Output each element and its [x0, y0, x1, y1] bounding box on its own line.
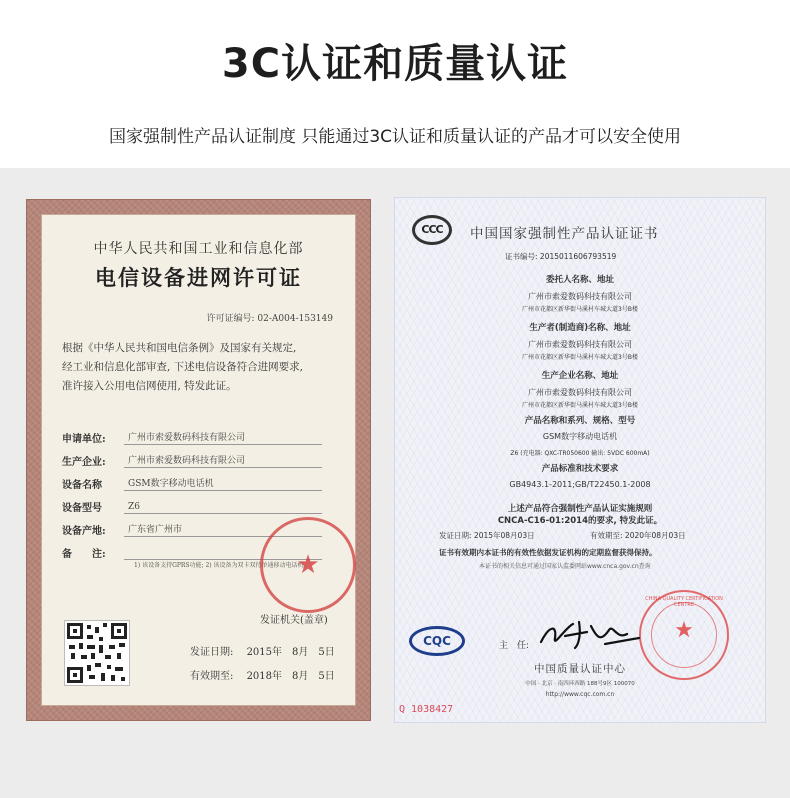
- expiry-date-label: 有效期至:: [190, 671, 234, 682]
- manufacturer-label: 生产者(制造商)名称、地址: [529, 323, 631, 333]
- certificate-inner-frame: [41, 214, 356, 706]
- standard-label: 产品标准和技术要求: [541, 464, 619, 474]
- field-device-name: [62, 476, 322, 491]
- certificate-title: 中国国家强制性产品认证证书: [470, 226, 659, 242]
- conformity-line-1: 上述产品符合强制性产品认证实施规则: [507, 504, 653, 514]
- centre-address: 中国 · 北京 · 南四环西路 188号9区 100070: [525, 681, 635, 687]
- body-line: 经工业和信息化部审查, 下述电信设备符合进网要求,: [62, 361, 304, 373]
- remarks-note: 1) 该设备支持GPRS功能; 2) 该设备为双卡双待单通移动电话机。: [134, 562, 310, 569]
- applicant-name: 广州市索爱数码科技有限公司: [528, 292, 632, 301]
- field-device-model: [62, 499, 322, 514]
- expiry-date: [590, 530, 686, 541]
- page-subtitle: 国家强制性产品认证制度 只能通过3C认证和质量认证的产品才可以安全使用: [108, 127, 682, 147]
- field-label: 设备名称: [62, 480, 102, 491]
- product-model: Z6 (充电器: QXC-TR050600 输出: 5VDC 600mA): [510, 450, 650, 457]
- issue-date: [439, 530, 535, 541]
- product-name: GSM数字移动电话机: [542, 432, 618, 441]
- standards: GB4943.1-2011;GB/T22450.1-2008: [509, 480, 651, 489]
- ministry-name: 中华人民共和国工业和信息化部: [93, 241, 304, 257]
- certificate-number: [505, 251, 616, 262]
- signature-icon: [535, 616, 645, 652]
- license-number-value: 02-A004-153149: [257, 314, 333, 324]
- qr-code-icon: [65, 621, 129, 685]
- seal-star-icon: ★: [296, 550, 320, 580]
- conformity-line-2: CNCA-C16-01:2014的要求, 特发此证。: [497, 516, 663, 526]
- seal-ring-text: CHINA QUALITY CERTIFICATION CENTRE: [645, 596, 723, 608]
- serial-number: Q 1038427: [399, 704, 454, 715]
- issue-date-label: 发证日期:: [190, 647, 234, 658]
- qr-code: [64, 620, 130, 686]
- issuing-authority: 发证机关(盖章): [260, 615, 328, 626]
- director-label: 主 任:: [499, 641, 530, 651]
- issue-date-value: 2015年 8月 5日: [246, 647, 335, 658]
- issue-date: [190, 643, 335, 658]
- cert-number-label: 证书编号:: [505, 252, 538, 261]
- body-line: 准许接入公用电信网使用, 特发此证。: [62, 380, 237, 392]
- ccc-logo-icon: CCC: [412, 215, 452, 245]
- certificate-title: 电信设备进网许可证: [95, 265, 302, 290]
- factory-name: 广州市索爱数码科技有限公司: [528, 388, 632, 397]
- expiry-date-value: 2018年 8月 5日: [246, 671, 335, 682]
- centre-website: http://www.cqc.com.cn: [545, 691, 615, 698]
- field-label: 备 注:: [62, 549, 106, 560]
- official-seal: [260, 517, 356, 613]
- expiry-date-label: 有效期至:: [590, 531, 623, 540]
- seal-star-icon: ★: [674, 618, 694, 643]
- issuing-centre-name: 中国质量认证中心: [534, 663, 626, 675]
- field-label: 设备产地:: [62, 526, 106, 537]
- factory-address: 广州市花都区新华街马溪村车城大道3号B楼: [522, 402, 638, 409]
- manufacturer-address: 广州市花都区新华街马溪村车城大道3号B楼: [522, 354, 638, 361]
- field-applicant: [62, 430, 322, 445]
- applicant-address: 广州市花都区新华街马溪村车城大道3号B楼: [522, 306, 638, 313]
- field-value: 广东省广州市: [124, 522, 322, 537]
- expiry-date: [190, 667, 335, 682]
- field-label: 生产企业:: [62, 457, 106, 468]
- license-number-label: 许可证编号:: [206, 314, 255, 324]
- field-label: 申请单位:: [62, 434, 106, 445]
- field-label: 设备型号: [62, 503, 102, 514]
- product-label: 产品名称和系列、规格、型号: [524, 416, 636, 426]
- page-title: 3C认证和质量认证: [221, 41, 569, 87]
- field-value: GSM数字移动电话机: [124, 476, 322, 491]
- issue-date-label: 发证日期:: [439, 531, 472, 540]
- certificate-body-text: [62, 339, 339, 396]
- query-note: 本证书的相关信息可通过国家认监委网站www.cnca.gov.cn查询: [479, 563, 651, 570]
- cqc-logo-icon: CQC: [409, 626, 465, 656]
- field-value: 广州市索爱数码科技有限公司: [124, 453, 322, 468]
- body-line: 根据《中华人民共和国电信条例》及国家有关规定,: [62, 342, 297, 354]
- field-value: Z6: [124, 502, 322, 514]
- issue-date-value: 2015年08月03日: [473, 531, 535, 540]
- factory-label: 生产企业名称、地址: [541, 371, 619, 381]
- field-value: 广州市索爱数码科技有限公司: [124, 430, 322, 445]
- validity-note: 证书有效期内本证书的有效性依据发证机构的定期监督获得保持。: [439, 548, 657, 557]
- license-number: [207, 311, 334, 324]
- telecom-license-certificate: [26, 199, 371, 721]
- applicant-label: 委托人名称、地址: [545, 275, 614, 285]
- expiry-date-value: 2020年08月03日: [624, 531, 686, 540]
- manufacturer-name: 广州市索爱数码科技有限公司: [528, 340, 632, 349]
- ccc-certificate: [394, 197, 766, 723]
- cert-number-value: 2015011606793519: [539, 252, 617, 261]
- field-manufacturer: [62, 453, 322, 468]
